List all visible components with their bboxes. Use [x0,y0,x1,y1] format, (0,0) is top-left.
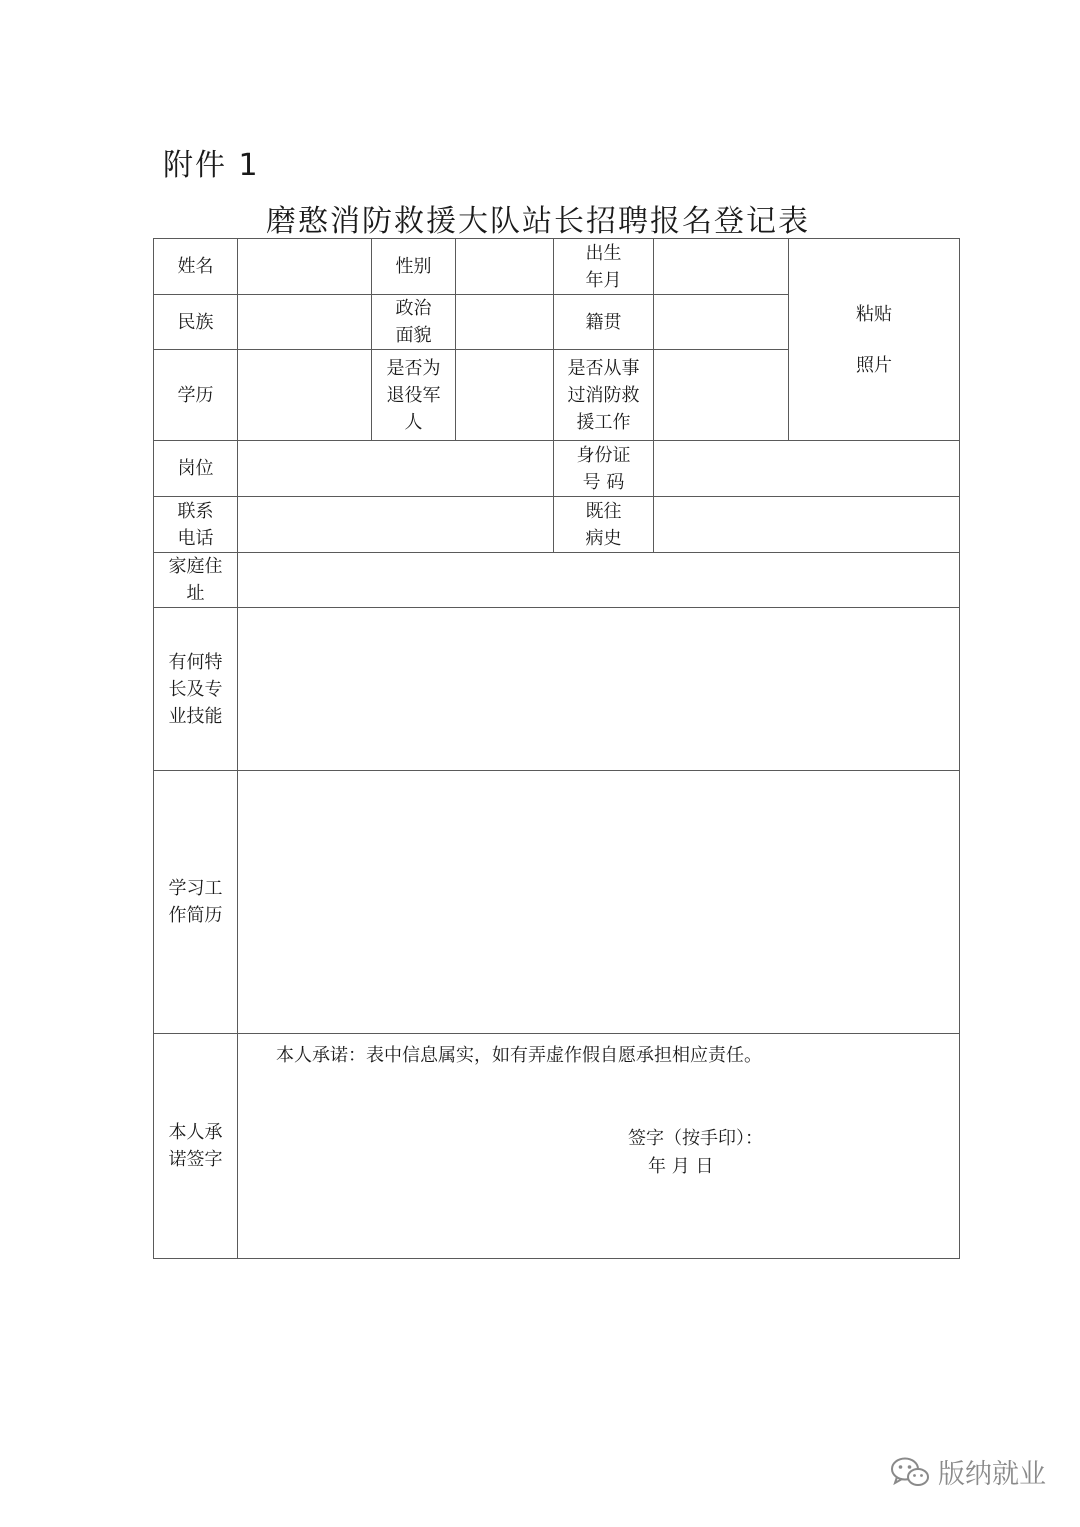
watermark [890,1452,1046,1491]
birth-field[interactable] [654,239,789,295]
name-label: 姓名 [154,239,238,295]
education-label: 学历 [154,350,238,441]
wechat-icon [890,1456,930,1488]
gender-field[interactable] [456,239,554,295]
native-place-field[interactable] [654,295,789,350]
position-label: 岗位 [154,441,238,497]
veteran-field[interactable] [456,350,554,441]
address-label: 家庭住 址 [154,553,238,608]
political-label: 政治 面貌 [372,295,456,350]
political-field[interactable] [456,295,554,350]
ethnicity-label: 民族 [154,295,238,350]
watermark-text: 版纳就业 [938,1459,1046,1490]
photo-label-line2: 照片 [856,354,892,376]
pledge-label: 本人承 诺签字 [154,1034,238,1259]
signature-label: 签字（按手印）： [628,1128,763,1149]
pledge-area[interactable] [238,1034,960,1259]
photo-box[interactable] [789,239,960,441]
position-field[interactable] [238,441,554,497]
id-label: 身份证 号 码 [554,441,654,497]
pledge-text: 本人承诺：表中信息属实，如有弄虚作假自愿承担相应责任。 [276,1045,762,1066]
birth-label: 出生 年月 [554,239,654,295]
attachment-label: 附件 1 [163,148,260,183]
phone-field[interactable] [238,497,554,553]
medical-label: 既往 病史 [554,497,654,553]
skills-field[interactable] [238,608,960,771]
id-field[interactable] [654,441,960,497]
phone-label: 联系 电话 [154,497,238,553]
medical-field[interactable] [654,497,960,553]
ethnicity-field[interactable] [238,295,372,350]
veteran-label: 是否为 退役军 人 [372,350,456,441]
registration-form [153,238,960,1259]
skills-label: 有何特 长及专 业技能 [154,608,238,771]
form-title: 磨憨消防救援大队站长招聘报名登记表 [266,204,810,239]
date-label: 年 月 日 [648,1156,714,1177]
gender-label: 性别 [372,239,456,295]
address-field[interactable] [238,553,960,608]
resume-field[interactable] [238,771,960,1034]
education-field[interactable] [238,350,372,441]
photo-label-line1: 粘贴 [856,303,892,325]
fire-experience-field[interactable] [654,350,789,441]
resume-label: 学习工 作简历 [154,771,238,1034]
name-field[interactable] [238,239,372,295]
native-place-label: 籍贯 [554,295,654,350]
fire-experience-label: 是否从事 过消防救 援工作 [554,350,654,441]
